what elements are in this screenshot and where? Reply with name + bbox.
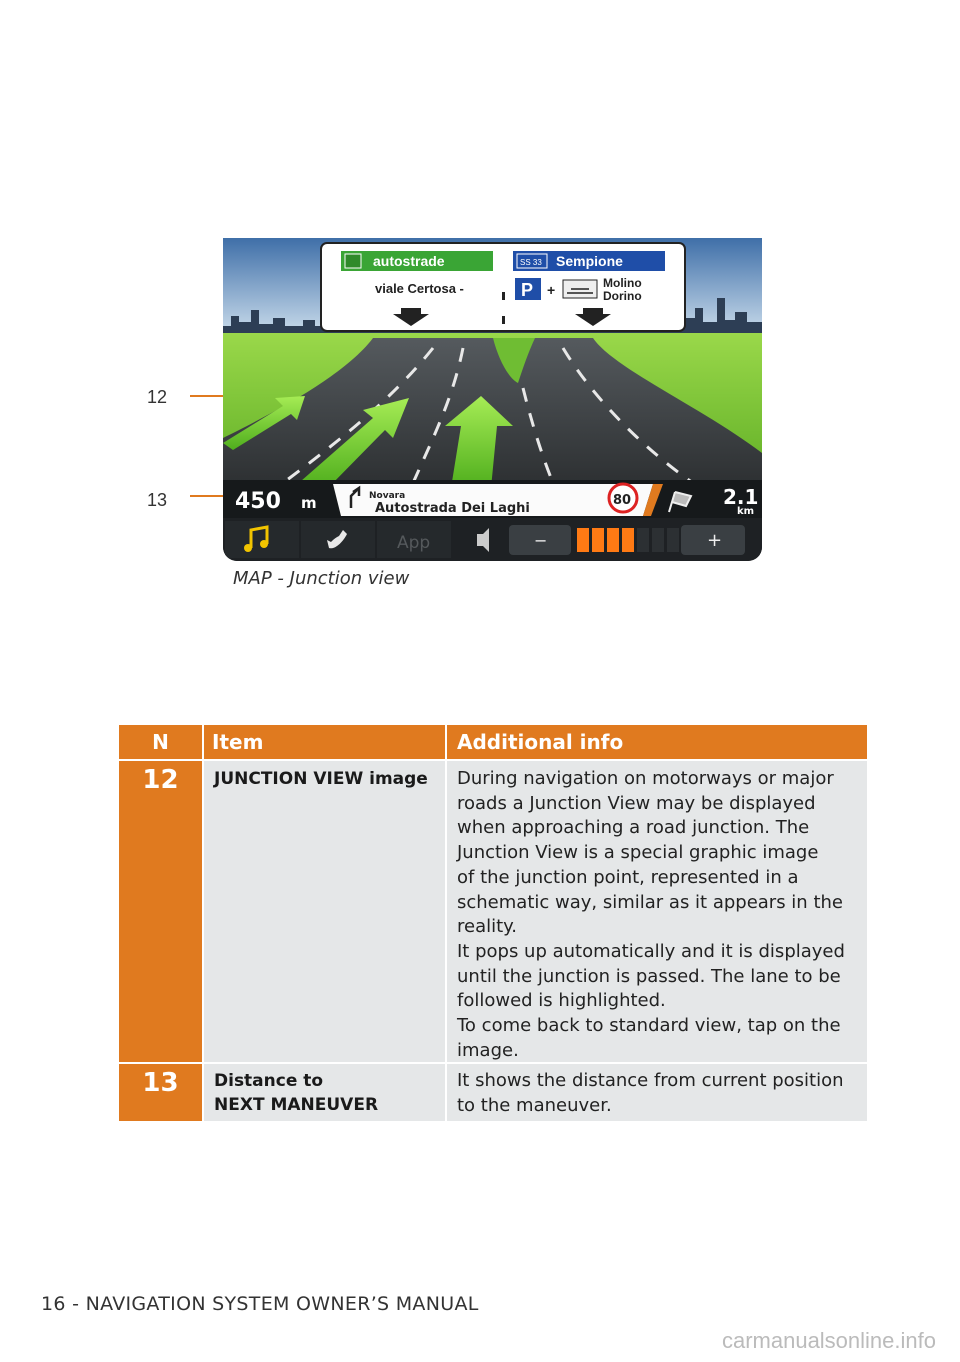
row-number-text: 12 <box>142 765 179 795</box>
sign-sempione: Sempione <box>556 253 623 269</box>
street-name: Autostrada Dei Laghi <box>375 501 530 516</box>
callout-12: 12 <box>147 387 168 407</box>
app-label: App <box>397 533 431 553</box>
remaining-distance: 2.1 <box>723 485 759 509</box>
row-number <box>119 761 202 1062</box>
volume-bar <box>637 528 649 552</box>
row-number <box>119 1064 202 1121</box>
header-additional-info: Additional info <box>447 725 867 759</box>
volume-bar <box>667 528 679 552</box>
volume-bar <box>607 528 619 552</box>
volume-up-label: + <box>707 530 723 551</box>
info-text: It shows the distance from current position to the maneuver. <box>457 1070 844 1116</box>
volume-bar <box>592 528 604 552</box>
sign-molino: Molino <box>603 276 642 290</box>
item-label-line1: Distance to <box>214 1071 324 1091</box>
info-text: During navigation on motorways or major roads a Junction View may be displayed when approaching a road junction. The Junction View is a special graphic image of the junction point, represented in a schematic way, similar as it appears in the reality. It pops up automatically and it is displayed until the junction is passed. The lane to be followed is highlighted. To come back to standard view, tap on the image. <box>457 768 845 1061</box>
table-header <box>119 725 867 759</box>
header-item: Item <box>204 725 445 759</box>
item-label: JUNCTION VIEW image <box>214 769 428 789</box>
item-label <box>204 1064 445 1123</box>
callout-13: 13 <box>147 490 168 510</box>
table-row <box>119 761 867 1062</box>
remaining-unit: km <box>737 506 755 517</box>
volume-down-label: − <box>534 531 548 550</box>
table-row <box>119 1064 867 1121</box>
junction-view-image[interactable] <box>223 238 762 561</box>
sign-dorino: Dorino <box>603 289 642 303</box>
motorway-sign <box>321 243 685 331</box>
header-n: N <box>119 725 202 759</box>
volume-bar <box>577 528 589 552</box>
distance-unit: m <box>301 494 317 512</box>
sign-ss33-badge: SS 33 <box>520 258 542 267</box>
sign-autostrade: autostrade <box>373 253 445 269</box>
speed-limit: 80 <box>613 493 632 508</box>
volume-level-bars[interactable] <box>577 528 679 552</box>
figure-caption: MAP - Junction view <box>233 568 410 589</box>
watermark: carmanualsonline.info <box>721 1328 936 1353</box>
info-cell <box>447 761 867 1062</box>
info-cell <box>447 1064 867 1121</box>
volume-bar <box>652 528 664 552</box>
item-cell <box>204 1064 445 1121</box>
street-next-small: Novara <box>369 491 406 501</box>
item-label-line2: NEXT MANEUVER <box>214 1095 379 1115</box>
volume-bar <box>622 528 634 552</box>
sign-parking-p: P <box>521 280 534 300</box>
sign-plus: + <box>547 282 556 298</box>
page-footer: 16 - NAVIGATION SYSTEM OWNER’S MANUAL <box>41 1293 479 1315</box>
item-cell <box>204 761 445 1062</box>
row-number-text: 13 <box>142 1068 179 1098</box>
distance-to-maneuver: 450 <box>235 489 281 514</box>
sign-viale-certosa: viale Certosa - <box>375 281 464 296</box>
